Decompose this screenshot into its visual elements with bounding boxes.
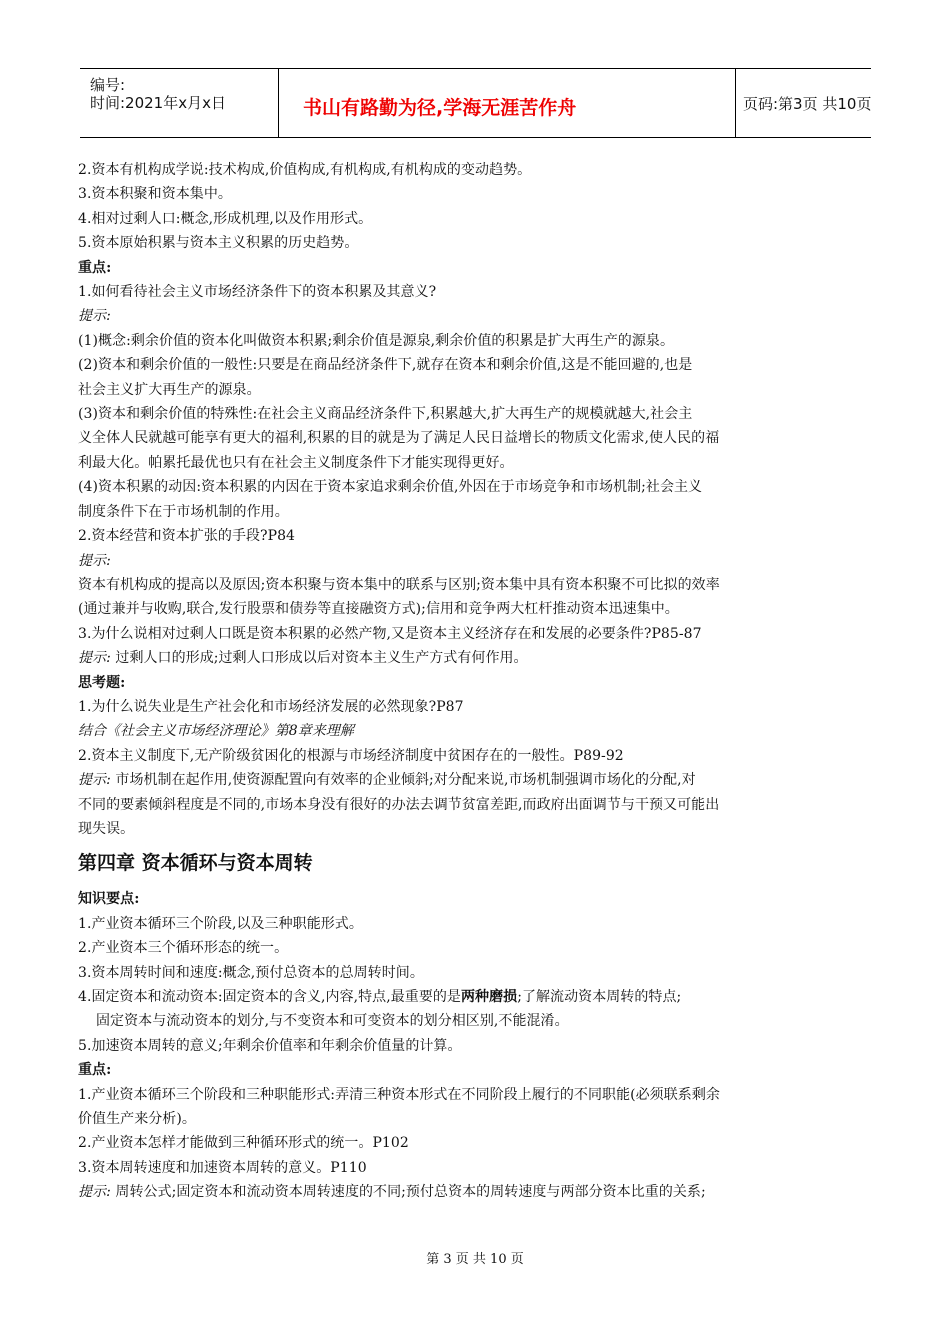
text-line: (1)概念:剩余价值的资本化叫做资本积累;剩余价值是源泉,剩余价值的积累是扩大再生产的源泉。	[78, 332, 675, 349]
question-line: 2.资本主义制度下,无产阶级贫困化的根源与市场经济制度中贫困存在的一般性。P89-92	[78, 747, 624, 764]
question-line: 2.产业资本怎样才能做到三种循环形式的统一。P102	[78, 1135, 409, 1152]
section-heading: 重点:	[78, 1062, 112, 1079]
hint-label: 提示:	[78, 552, 111, 569]
question-line: 3.资本周转速度和加速资本周转的意义。P110	[78, 1159, 367, 1176]
doc-number-label: 编号:	[90, 76, 126, 94]
section-heading: 思考题:	[78, 674, 126, 691]
text-line: (4)资本积累的动因:资本积累的内因在于资本家追求剩余价值,外因在于市场竞争和市场机制;社会主义	[78, 479, 703, 496]
text-line: 固定资本与流动资本的划分,与不变资本和可变资本的划分相区别,不能混淆。	[96, 1013, 569, 1030]
page-footer: 第 3 页 共 10 页	[426, 1252, 524, 1267]
hint-line	[78, 646, 874, 670]
text-line: 4.相对过剩人口:概念,形成机理,以及作用形式。	[78, 210, 373, 227]
section-heading: 重点:	[78, 259, 112, 276]
motto-text: 书山有路勤为径,学海无涯苦作舟	[303, 97, 577, 119]
text-line: (3)资本和剩余价值的特殊性:在社会主义商品经济条件下,积累越大,扩大再生产的规模就越大,社会主	[78, 406, 693, 423]
question-line: 1.产业资本循环三个阶段和三种职能形式:弄清三种资本形式在不同阶段上履行的不同职能(必须联系剩余	[78, 1086, 720, 1103]
hint-label: 提示:	[78, 1184, 111, 1201]
page-header	[80, 68, 871, 138]
text-line: 现失误。	[78, 820, 135, 837]
section-heading: 知识要点:	[78, 891, 140, 908]
question-line: 1.为什么说失业是生产社会化和市场经济发展的必然现象?P87	[78, 698, 464, 715]
text-line: 2.资本有机构成学说:技术构成,价值构成,有机构成,有机构成的变动趋势。	[78, 162, 532, 178]
header-motto-cell	[278, 69, 736, 137]
question-line: 1.如何看待社会主义市场经济条件下的资本积累及其意义?	[78, 284, 437, 301]
question-line: 2.资本经营和资本扩张的手段?P84	[78, 528, 295, 545]
hint-label: 提示:	[78, 308, 111, 325]
text-line: 价值生产来分析)。	[78, 1111, 196, 1128]
text-line: (2)资本和剩余价值的一般性:只要是在商品经济条件下,就存在资本和剩余价值,这是不能回避的,也是	[78, 357, 693, 374]
text-line	[78, 985, 874, 1009]
text-segment: 4.固定资本和流动资本:固定资本的含义,内容,特点,最重要的是	[78, 989, 461, 1005]
hint-label: 提示:	[78, 650, 111, 667]
text-line: 1.产业资本循环三个阶段,以及三种职能形式。	[78, 915, 363, 932]
chapter-title: 第四章 资本循环与资本周转	[78, 852, 313, 875]
text-line: 5.加速资本周转的意义;年剩余价值率和年剩余价值量的计算。	[78, 1037, 462, 1054]
text-line: 3.资本周转时间和速度:概念,预付总资本的总周转时间。	[78, 964, 424, 981]
emphasis-text: 两种磨损	[460, 989, 518, 1005]
text-line: 资本有机构成的提高以及原因;资本积聚与资本集中的联系与区别;资本集中具有资本积聚不可比拟的效率	[78, 576, 720, 593]
hint-text: 过剩人口的形成;过剩人口形成以后对资本主义生产方式有何作用。	[115, 650, 528, 667]
note-line: 结合《社会主义市场经济理论》第8章来理解	[78, 723, 354, 740]
header-left-cell	[80, 69, 278, 137]
text-line: (通过兼并与收购,联合,发行股票和债券等直接融资方式);信用和竞争两大杠杆推动资本迅速集中。	[78, 601, 679, 618]
hint-text: 市场机制在起作用,使资源配置向有效率的企业倾斜;对分配来说,市场机制强调市场化的分配,对	[115, 772, 696, 789]
text-segment: ;了解流动资本周转的特点;	[517, 989, 682, 1005]
text-line: 制度条件下在于市场机制的作用。	[78, 503, 289, 520]
header-page-cell	[735, 69, 871, 137]
text-line: 5.资本原始积累与资本主义积累的历史趋势。	[78, 235, 359, 252]
doc-date-label: 时间:2021年x月x日	[90, 94, 226, 112]
hint-label: 提示:	[78, 772, 111, 789]
question-line: 3.为什么说相对过剩人口既是资本积累的必然产物,又是资本主义经济存在和发展的必要条件?P85-87	[78, 625, 702, 642]
text-line: 不同的要素倾斜程度是不同的,市场本身没有很好的办法去调节贫富差距,而政府出面调节与干预又可能出	[78, 796, 720, 813]
hint-line	[78, 1180, 874, 1204]
text-line: 利最大化。帕累托最优也只有在社会主义制度条件下才能实现得更好。	[78, 454, 514, 471]
text-line: 3.资本积聚和资本集中。	[78, 186, 232, 203]
text-line: 社会主义扩大再生产的源泉。	[78, 381, 261, 398]
hint-text: 周转公式;固定资本和流动资本周转速度的不同;预付总资本的周转速度与两部分资本比重的关系;	[115, 1184, 706, 1201]
header-page-number: 页码:第3页 共10页	[743, 95, 872, 113]
document-body	[78, 158, 874, 1205]
text-line: 2.产业资本三个循环形态的统一。	[78, 940, 289, 957]
hint-line	[78, 768, 874, 792]
text-line: 义全体人民就越可能享有更大的福利,积累的目的就是为了满足人民日益增长的物质文化需求,使人民的福	[78, 430, 720, 447]
